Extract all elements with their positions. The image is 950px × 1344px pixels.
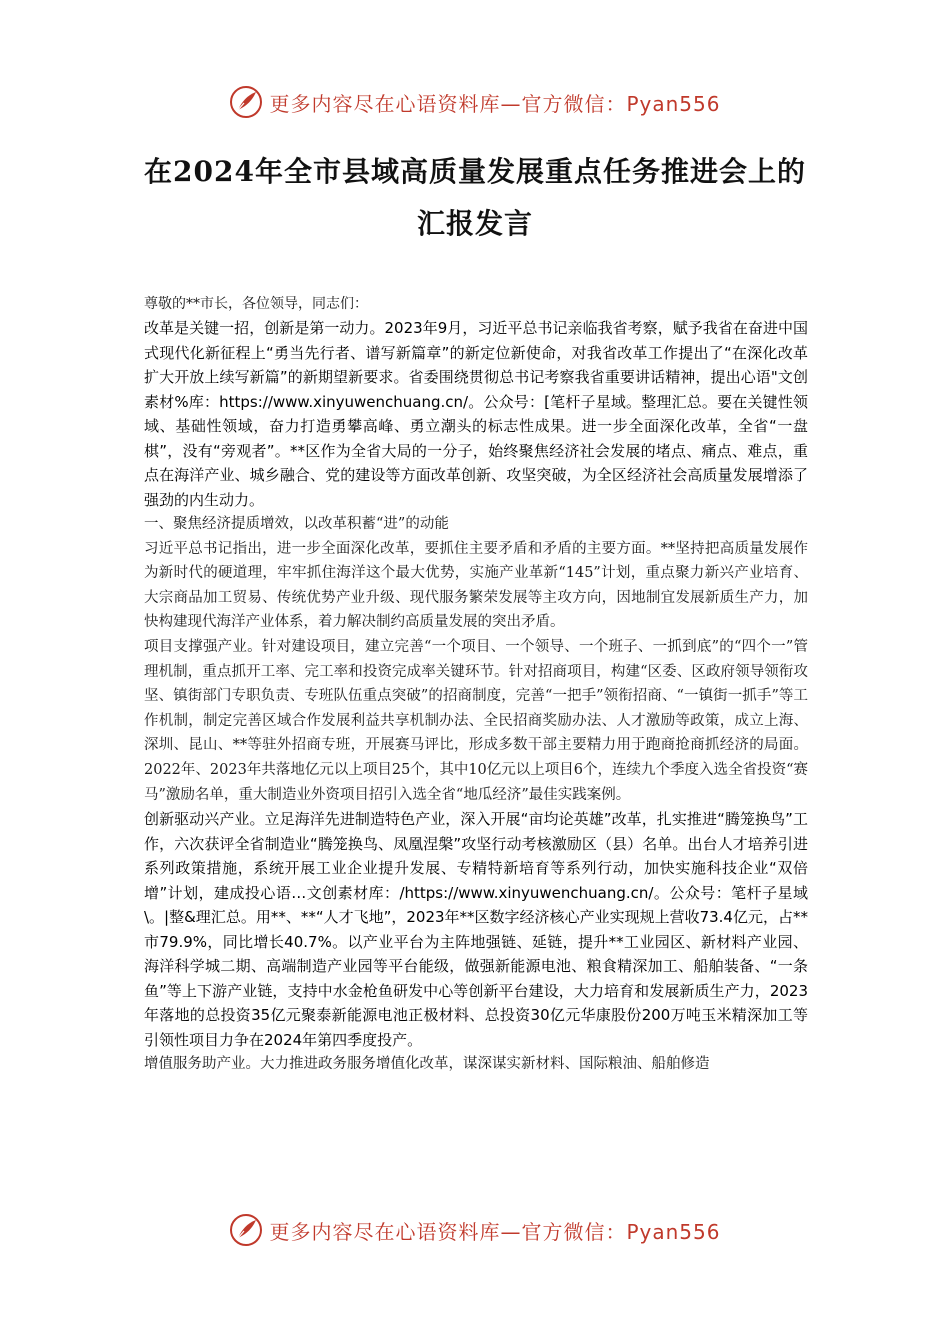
paragraph-intro: 改革是关键一招，创新是第一动力。2023年9月，习近平总书记亲临我省考察，赋予我省在奋进中国式现代化新征程上“勇当先行者、谱写新篇章”的新定位新使命，对我省改革工作提出了“在深化改革扩大开放上续写新篇”的新期望新要求。省委围绕贯彻总书记考察我省重要讲话精神，提出心语"文创素材%库：https://www.xinyuwenchuang.cn/。公众号：[笔杆子星域。整理汇总。要在关键性领域、基础性领域，奋力打造勇攀高峰、勇立潮头的标志性成果。进一步全面深化改革，全省“一盘棋”，没有“旁观者”。**区作为全省大局的一分子，始终聚焦经济社会发展的堵点、痛点、难点，重点在海洋产业、城乡融合、党的建设等方面改革创新、攻坚突破，为全区经济社会高质量发展增添了强劲的内生动力。 <box>144 319 808 509</box>
paragraph-section-1: 习近平总书记指出，进一步全面深化改革，要抓住主要矛盾和矛盾的主要方面。**坚持把高质量发展作为新时代的硬道理，牢牢抓住海洋这个最大优势，实施产业革新“145”计划，重点聚力新兴产业培育、大宗商品加工贸易、传统优势产业升级、现代服务繁荣发展等主攻方向，因地制宜发展新质生产力，加快构建现代海洋产业体系，着力解决制约高质量发展的突出矛盾。 <box>144 540 808 631</box>
paragraph-project-support: 项目支撑强产业。针对建设项目，建立完善“一个项目、一个领导、一个班子、一抓到底”的“四个一”管理机制，重点抓开工率、完工率和投资完成率关键环节。针对招商项目，构建“区委、区政府领导领衔攻坚、镇街部门专职负责、专班队伍重点突破”的招商制度，完善“一把手”领衔招商、“一镇街一抓手”等工作机制，制定完善区域合作发展利益共享机制办法、全民招商奖励办法、人才激励等政策，成立上海、深圳、昆山、**等驻外招商专班，开展赛马评比，形成多数干部主要精力用于跑商抢商抓经济的局面。2022年、2023年共落地亿元以上项目25个，其中10亿元以上项目6个，连续九个季度入选全省投资“赛马”激励名单，重大制造业外资项目招引入选全省“地瓜经济”最佳实践案例。 <box>144 638 808 803</box>
document-title <box>80 146 870 250</box>
paragraph-value-added-service: 增值服务助产业。大力推进政务服务增值化改革，谋深谋实新材料、国际粮油、船舶修造 <box>144 1056 710 1073</box>
watermark-banner-top <box>0 82 950 122</box>
watermark-text: 更多内容尽在心语资料库—官方微信：Pyan556 <box>269 1219 721 1244</box>
salutation: 尊敬的**市长，各位领导，同志们： <box>144 296 368 312</box>
quill-logo-icon <box>229 1213 263 1247</box>
quill-logo-icon <box>229 85 263 119</box>
title-line-2: 汇报发言 <box>416 207 533 240</box>
watermark-banner-bottom <box>0 1210 950 1250</box>
paragraph-innovation: 创新驱动兴产业。立足海洋先进制造特色产业，深入开展“亩均论英雄”改革，扎实推进“腾笼换鸟”工作，六次获评全省制造业“腾笼换鸟、凤凰涅槃”攻坚行动考核激励区（县）名单。出台人才培养引进系列政策措施，系统开展工业企业提升发展、专精特新培育等系列行动，加快实施科技企业“双倍增”计划，建成投心语…文创素材库：/https://www.xinyuwenchuang.cn/。公众号：笔杆子星域\。|整&理汇总。用**、**“人才飞地”，2023年**区数字经济核心产业实现规上营收73.4亿元，占**市79.9%，同比增长40.7%。以产业平台为主阵地强链、延链，提升**工业园区、新材料产业园、海洋科学城二期、高端制造产业园等平台能级，做强新能源电池、粮食精深加工、船舶装备、“一条鱼”等上下游产业链，支持中水金枪鱼研发中心等创新平台建设，大力培育和发展新质生产力，2023年落地的总投资35亿元聚泰新能源电池正极材料、总投资30亿元华康股份200万吨玉米精深加工等引领性项目力争在2024年第四季度投产。 <box>144 810 808 1049</box>
document-body <box>144 292 808 1077</box>
section-heading-1: 一、聚焦经济提质增效，以改革积蓄“进”的动能 <box>144 516 449 532</box>
title-line-1: 在2024年全市县域高质量发展重点任务推进会上的 <box>144 155 806 188</box>
watermark-text: 更多内容尽在心语资料库—官方微信：Pyan556 <box>269 91 721 116</box>
